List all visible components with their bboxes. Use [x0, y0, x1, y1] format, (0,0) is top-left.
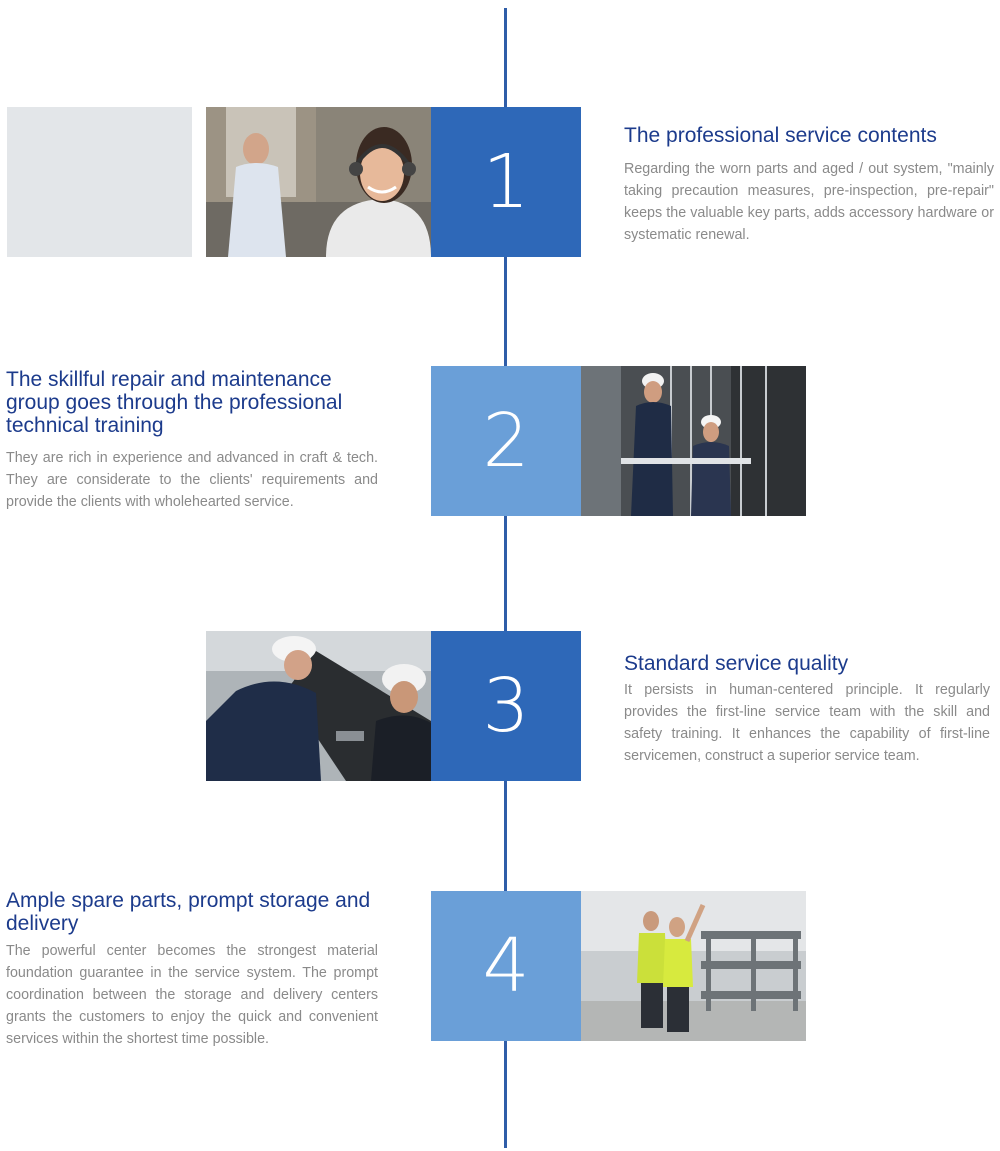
item-4-title: Ample spare parts, prompt storage and delivery [6, 889, 371, 935]
item-1-title: The professional service contents [624, 124, 937, 147]
warehouse-workers-photo [581, 891, 806, 1041]
item-3-description: It persists in human-centered principle. It regularly provides the first-line service team with the skill and safety training. It enhances the capability of first-line servicemen, construct a superior service team. [624, 682, 990, 764]
step-number-1: 1 [431, 107, 581, 257]
step-number-4: 4 [431, 891, 581, 1041]
item-1-description: Regarding the worn parts and aged / out system, "mainly taking precaution measures, pre-inspection, pre-repair" keeps the valuable key parts, adds accessory hardware or systematic renewal. [624, 161, 994, 243]
item-3-title: Standard service quality [624, 652, 849, 675]
call-center-photo [206, 107, 431, 257]
image-placeholder [7, 107, 192, 257]
step-number-2: 2 [431, 366, 581, 516]
hardhat-workers-photo [206, 631, 431, 781]
step-number-3: 3 [431, 631, 581, 781]
item-2-title: The skillful repair and maintenance group goes through the professional technical training [6, 368, 343, 437]
item-4-description: The powerful center becomes the strongest material foundation guarantee in the service system. The prompt coordination between the storage and delivery centers grants the customers to enjoy the quick and convenient services within the shortest time possible. [6, 943, 378, 1047]
item-2-description: They are rich in experience and advanced in craft & tech. They are considerate to the clients' requirements and provide the clients with wholehearted service. [6, 450, 378, 510]
elevator-technicians-photo [581, 366, 806, 516]
